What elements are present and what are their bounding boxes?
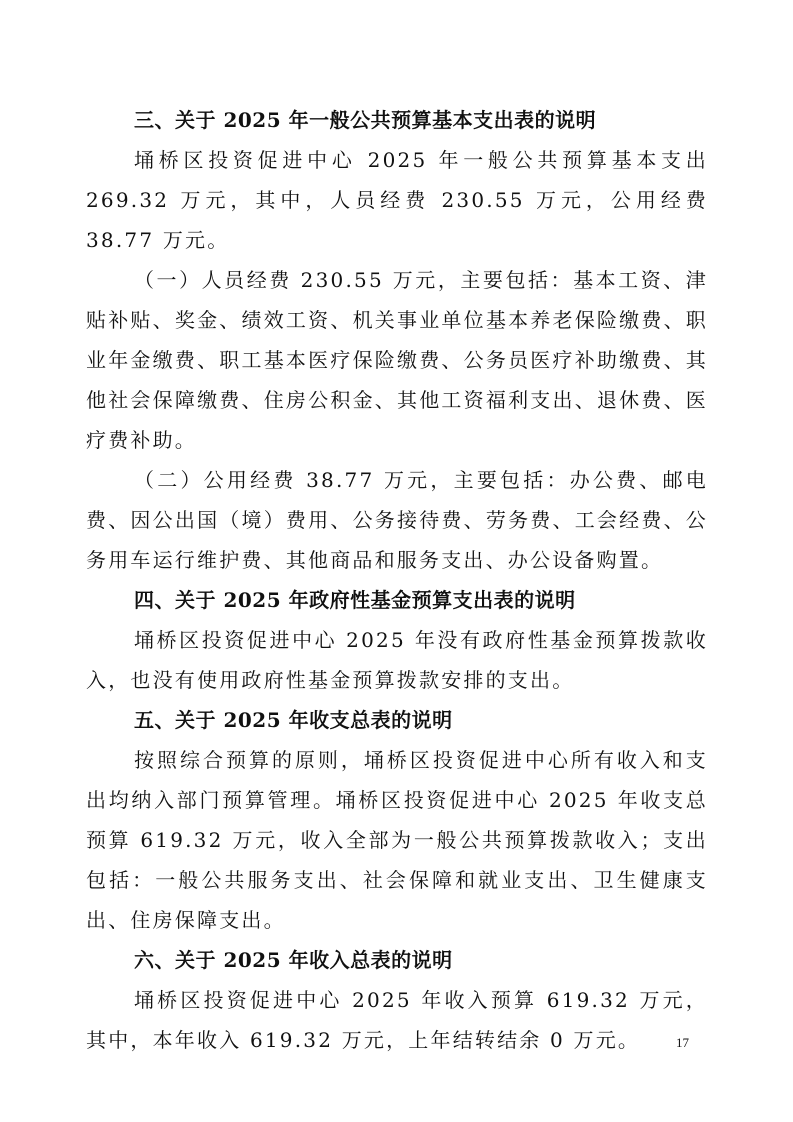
section-4-paragraph-1: 埇桥区投资促进中心 2025 年没有政府性基金预算拨款收入，也没有使用政府性基金预算拨款安排的支出。: [86, 628, 708, 692]
section-6-paragraph-1: 埇桥区投资促进中心 2025 年收入预算 619.32 万元，其中，本年收入 619.32 万元，上年结转结余 0 万元。: [86, 988, 708, 1052]
section-heading-4: 四、关于 2025 年政府性基金预算支出表的说明: [134, 588, 576, 612]
document-body: [86, 100, 708, 1060]
section-heading-6: 六、关于 2025 年收入总表的说明: [134, 948, 453, 972]
page-number: 17: [676, 1035, 689, 1050]
section-3-paragraph-3: （二）公用经费 38.77 万元，主要包括：办公费、邮电费、因公出国（境）费用、公务接待费、劳务费、工会经费、公务用车运行维护费、其他商品和服务支出、办公设备购置。: [86, 468, 708, 572]
section-5-paragraph-1: 按照综合预算的原则，埇桥区投资促进中心所有收入和支出均纳入部门预算管理。埇桥区投资促进中心 2025 年收支总预算 619.32 万元，收入全部为一般公共预算拨款收入；支出包括：一般公共服务支出、社会保障和就业支出、卫生健康支出、住房保障支出。: [86, 748, 708, 932]
section-heading-5: 五、关于 2025 年收支总表的说明: [134, 708, 453, 732]
section-heading-3: 三、关于 2025 年一般公共预算基本支出表的说明: [134, 108, 597, 132]
section-3-paragraph-2: （一）人员经费 230.55 万元，主要包括：基本工资、津贴补贴、奖金、绩效工资、机关事业单位基本养老保险缴费、职业年金缴费、职工基本医疗保险缴费、公务员医疗补助缴费、其他社会保障缴费、住房公积金、其他工资福利支出、退休费、医疗费补助。: [86, 268, 708, 452]
section-3-paragraph-1: 埇桥区投资促进中心 2025 年一般公共预算基本支出 269.32 万元，其中，人员经费 230.55 万元，公用经费 38.77 万元。: [86, 148, 708, 252]
